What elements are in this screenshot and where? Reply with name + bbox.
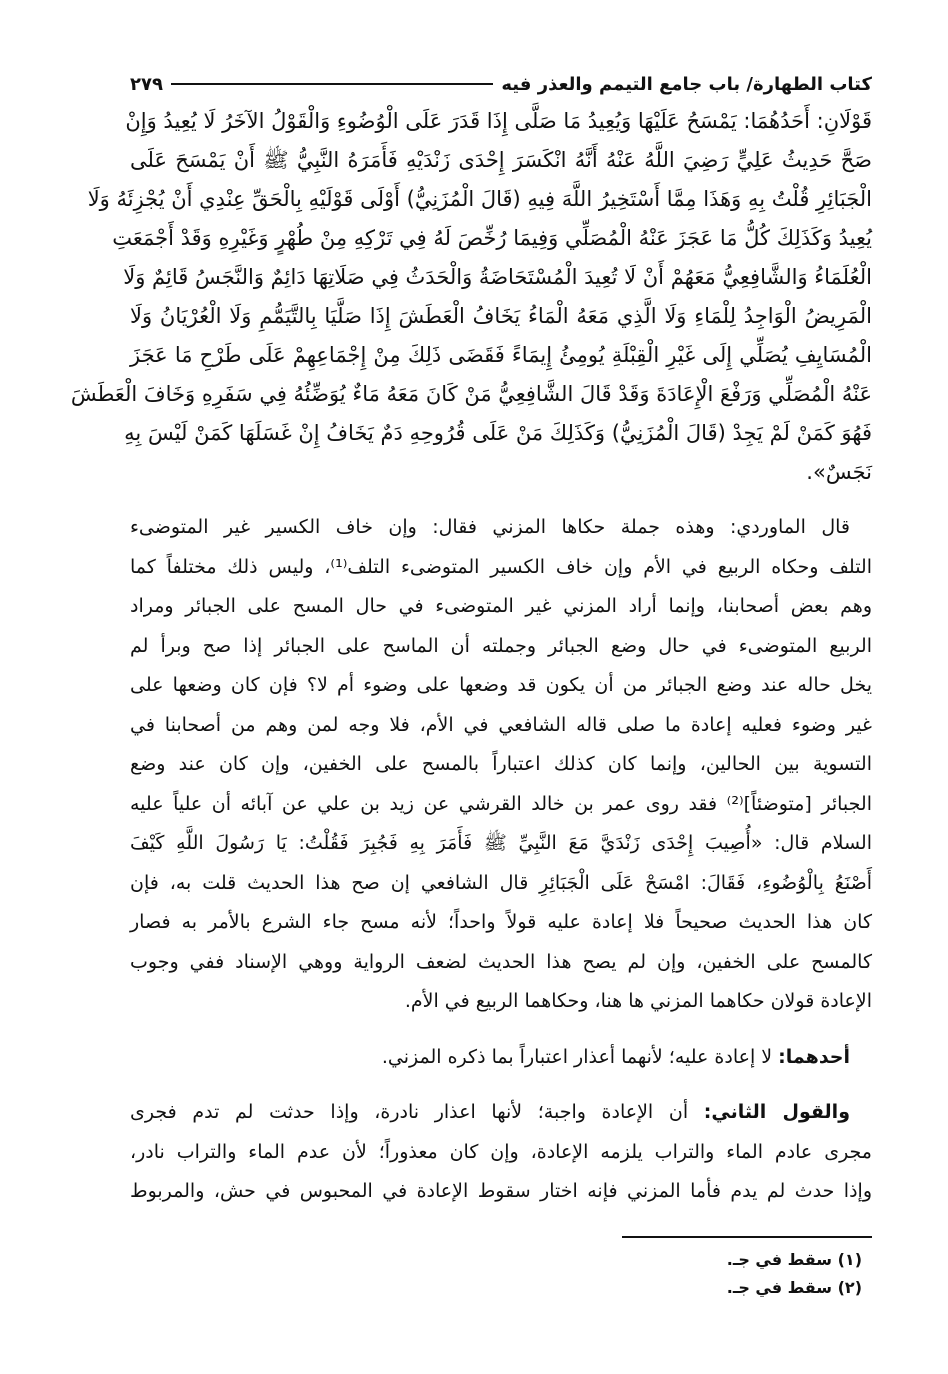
page-number: ٢٧٩ xyxy=(130,73,163,95)
text-line: يخل حاله عند وضع الجبائر من أن يكون قد وضعها على وضوء أم لا؟ فإن كان وضعها على xyxy=(130,674,872,696)
text-line xyxy=(130,1038,872,1078)
text-line: يُعِيدُ وَكَذَلِكَ كُلُّ مَا عَجَزَ عَنْهُ الْمُصَلِّي وَفِيمَا رُخِّصَ لَهُ فِي تَرْكِهِ مِنْ طُهْرٍ وَغَيْرِهِ وَقَدْ أَجْمَعَتِ xyxy=(112,226,872,250)
text-line: وإذا حدث لم يدم فأما المزني فإنه اختار سقوط الإعادة في المحبوس في حش، والمربوط xyxy=(130,1180,872,1202)
text-line: مجرى عادم الماء والتراب يلزمه الإعادة، وإن كان معذوراً؛ لأن عدم الماء والتراب نادر، xyxy=(130,1140,872,1163)
text-line: التلف وحكاه الربيع في الأم وإن خاف الكسير المتوضىء التلف⁽¹⁾، وليس ذلك مختلفاً كما xyxy=(130,555,872,578)
running-header xyxy=(130,66,872,102)
text-line: فَهُوَ كَمَنْ لَمْ يَجِدْ (قَالَ الْمُزَنِيُّ) وَكَذَلِكَ مَنْ عَلَى قُرُوحِهِ دَمٌ يَخَافُ إِنْ غَسَلَهَا كَمَنْ لَيْسَ بِهِ xyxy=(124,421,872,445)
second-opinion-label: والقول الثاني: xyxy=(703,1101,850,1123)
text-line: الْجَبَائِرِ قُلْتُ بِهِ وَهَذَا مِمَّا أَسْتَخِيرُ اللَّهَ فِيهِ (قَالَ الْمُزَنِيُّ) أَوْلَى قَوْلَيْهِ بِالْحَقِّ عِنْدِي أَنْ يُجْزِئَهُ وَلَا xyxy=(87,187,872,211)
second-opinion-text: أن الإعادة واجبة؛ لأنها اعذار نادرة، وإذا حدثت لم تدم فجرى xyxy=(130,1101,704,1123)
text-line: السلام قال: «أُصِيبَ إِحْدَى زَنْدَيَّ مَعَ النَّبِيِّ ﷺ فَأَمَرَ بِهِ فَجُبِرَ فَقُلْتُ: يَا رَسُولَ اللَّهِ كَيْفَ xyxy=(130,832,872,854)
text-line: الْمُسَايِفِ يُصَلِّي إِلَى غَيْرِ الْقِبْلَةِ يُومِئُ إِيمَاءً فَقَضَى ذَلِكَ مِنْ إِجْمَاعِهِمْ عَلَى طَرْحِ مَا عَجَزَ xyxy=(130,343,872,367)
text-line: كالمسح على الخفين، وإن لم يصح هذا الحديث لضعف الرواية ووهي الإسناد ففي وجوب xyxy=(130,950,872,973)
text-line: صَحَّ حَدِيثُ عَلِيٍّ رَضِيَ اللَّهُ عَنْهُ أَنَّهُ انْكَسَرَ إِحْدَى زَنْدَيْهِ فَأَمَرَهُ النَّبِيُّ ﷺ أَنْ يَمْسَحَ عَلَى xyxy=(130,148,872,172)
footnote-separator xyxy=(622,1236,872,1238)
text-line: أَصْنَعُ بِالْوُضُوءِ، فَقَالَ: امْسَحْ عَلَى الْجَبَائِرِ قال الشافعي إن صح هذا الحديث قلت به، فإن xyxy=(130,871,872,894)
text-line: كان هذا الحديث صحيحاً فلا إعادة عليه قولاً واحداً؛ لأنه مسح جاء الشرع بالأمر به فصار xyxy=(130,911,872,933)
header-rule xyxy=(171,83,493,85)
second-opinion-paragraph xyxy=(130,1093,872,1212)
mukhtasar-text xyxy=(70,102,872,492)
first-opinion-text: لا إعادة عليه؛ لأنهما أعذار اعتباراً بما ذكره المزني. xyxy=(381,1045,779,1068)
header-title: كتاب الطهارة/ باب جامع التيمم والعذر فيه xyxy=(501,73,872,95)
text-line: الربيع المتوضىء في حال وضع الجبائر وجملته أن الماسح على الجبائر إذا صح وبرأ لم xyxy=(130,634,872,657)
commentary-paragraph xyxy=(130,508,872,1022)
text-line: الجبائر [متوضئاً]⁽²⁾ فقد روى عمر بن خالد القرشي عن زيد بن علي عن آبائه أن علياً عليه xyxy=(130,792,873,815)
text-line: الإعادة قولان حكاهما المزني ها هنا، وحكاهما الربيع في الأم. xyxy=(404,990,872,1012)
text-line: غير وضوء فعليه إعادة ما صلى قاله الشافعي في الأم، فلا وجه لمن وهم من أصحابنا في xyxy=(130,713,872,736)
first-opinion-label: أحدهما: xyxy=(778,1045,850,1068)
text-line: قَوْلَانِ: أَحَدُهُمَا: يَمْسَحُ عَلَيْهَا وَيُعِيدُ مَا صَلَّى إِذَا قَدَرَ عَلَى الْوُضُوءِ وَالْقَوْلُ الآخَرُ لَا يُعِيدُ وَإِنْ xyxy=(125,109,872,133)
text-line: عَنْهُ الْمُصَلِّي وَرَفْعَ الْإِعَادَةَ وَقَدْ قَالَ الشَّافِعِيُّ مَنْ كَانَ مَعَهُ مَاءٌ يُوَضِّئُهُ فِي سَفَرِهِ وَخَافَ الْعَطَشَ xyxy=(70,382,872,406)
text-line: وهم بعض أصحابنا، وإنما أراد المزني غير المتوضىء في حال المسح على الجبائر ومراد xyxy=(130,595,872,617)
text-line: نَجَسٌ». xyxy=(806,460,872,484)
footnote: (٢) سقط في جـ. xyxy=(726,1277,862,1297)
text-line: قال الماوردي: وهذه جملة حكاها المزني فقال: وإن خاف الكسير غير المتوضىء xyxy=(130,516,850,538)
footnotes xyxy=(130,1246,872,1302)
first-opinion-paragraph xyxy=(130,1038,872,1078)
book-page xyxy=(70,66,873,1302)
footnote: (١) سقط في جـ. xyxy=(726,1249,862,1269)
text-line xyxy=(130,1093,872,1133)
text-line: التسوية بين الحالين، وإنما كان كذلك اعتباراً بالمسح على الخفين، وإن كان عند وضع xyxy=(130,753,872,775)
text-line: الْمَرِيضُ الْوَاجِدُ لِلْمَاءِ وَلَا الَّذِي مَعَهُ الْمَاءُ يَخَافُ الْعَطَشَ إِذَا صَلَّيَا بِالتَّيَمُّمِ وَلَا الْعُرْيَانُ وَلَا xyxy=(130,304,872,328)
text-line: الْعُلَمَاءُ وَالشَّافِعِيُّ مَعَهُمْ أَنْ لَا تُعِيدَ الْمُسْتَحَاضَةُ وَالْحَدَثُ فِي صَلَاتِهَا دَائِمٌ وَالنَّجَسُ قَائِمٌ وَلَا xyxy=(123,265,872,289)
